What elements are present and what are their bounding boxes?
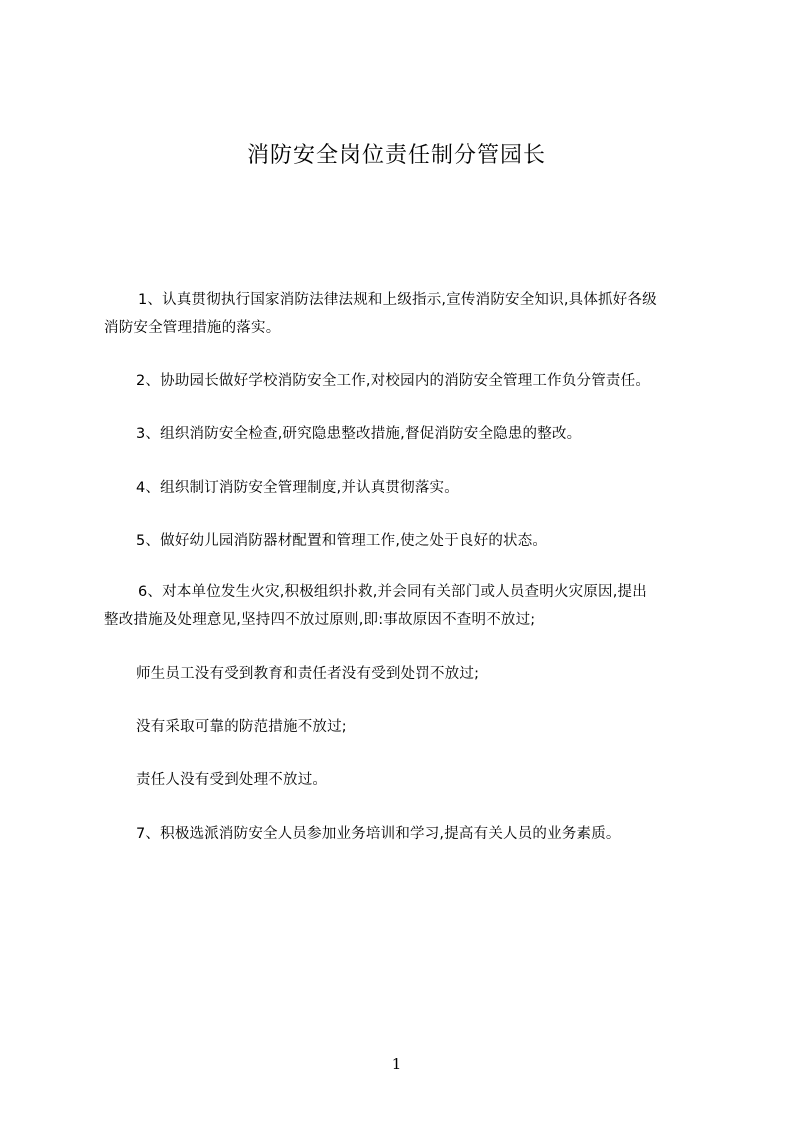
paragraph-line: 1、认真贯彻执行国家消防法律法规和上级指示,宣传消防安全知识,具体抓好各级 <box>138 292 657 308</box>
paragraph-line: 师生员工没有受到教育和责任者没有受到处罚不放过; <box>136 666 480 682</box>
paragraph-9 <box>104 766 724 794</box>
paragraph-2 <box>104 367 724 395</box>
paragraph-3 <box>104 420 724 448</box>
paragraph-line: 5、做好幼儿园消防器材配置和管理工作,使之处于良好的状态。 <box>136 533 548 549</box>
paragraph-line: 责任人没有受到处理不放过。 <box>136 772 328 788</box>
paragraph-line: 没有采取可靠的防范措施不放过; <box>136 719 347 735</box>
document-title: 消防安全岗位责任制分管园长 <box>246 143 546 168</box>
paragraph-6 <box>104 578 724 634</box>
paragraph-line: 整改措施及处理意见,坚持四不放过原则,即:事故原因不查明不放过; <box>104 612 536 628</box>
paragraph-line: 3、组织消防安全检查,研究隐患整改措施,督促消防安全隐患的整改。 <box>136 426 582 442</box>
paragraph-8 <box>104 713 724 741</box>
paragraph-1 <box>104 286 724 342</box>
paragraph-line: 6、对本单位发生火灾,积极组织扑救,并会同有关部门或人员查明火灾原因,提出 <box>138 584 647 600</box>
paragraph-7 <box>104 660 724 688</box>
paragraph-line: 7、积极选派消防安全人员参加业务培训和学习,提高有关人员的业务素质。 <box>136 826 621 842</box>
paragraph-line: 消防安全管理措施的落实。 <box>104 320 281 336</box>
page-number: 1 <box>391 1055 402 1073</box>
paragraph-line: 2、协助园长做好学校消防安全工作,对校园内的消防安全管理工作负分管责任。 <box>136 373 651 389</box>
paragraph-line: 4、组织制订消防安全管理制度,并认真贯彻落实。 <box>136 480 459 496</box>
paragraph-4 <box>104 474 724 502</box>
paragraph-5 <box>104 527 724 555</box>
paragraph-10 <box>104 820 724 848</box>
